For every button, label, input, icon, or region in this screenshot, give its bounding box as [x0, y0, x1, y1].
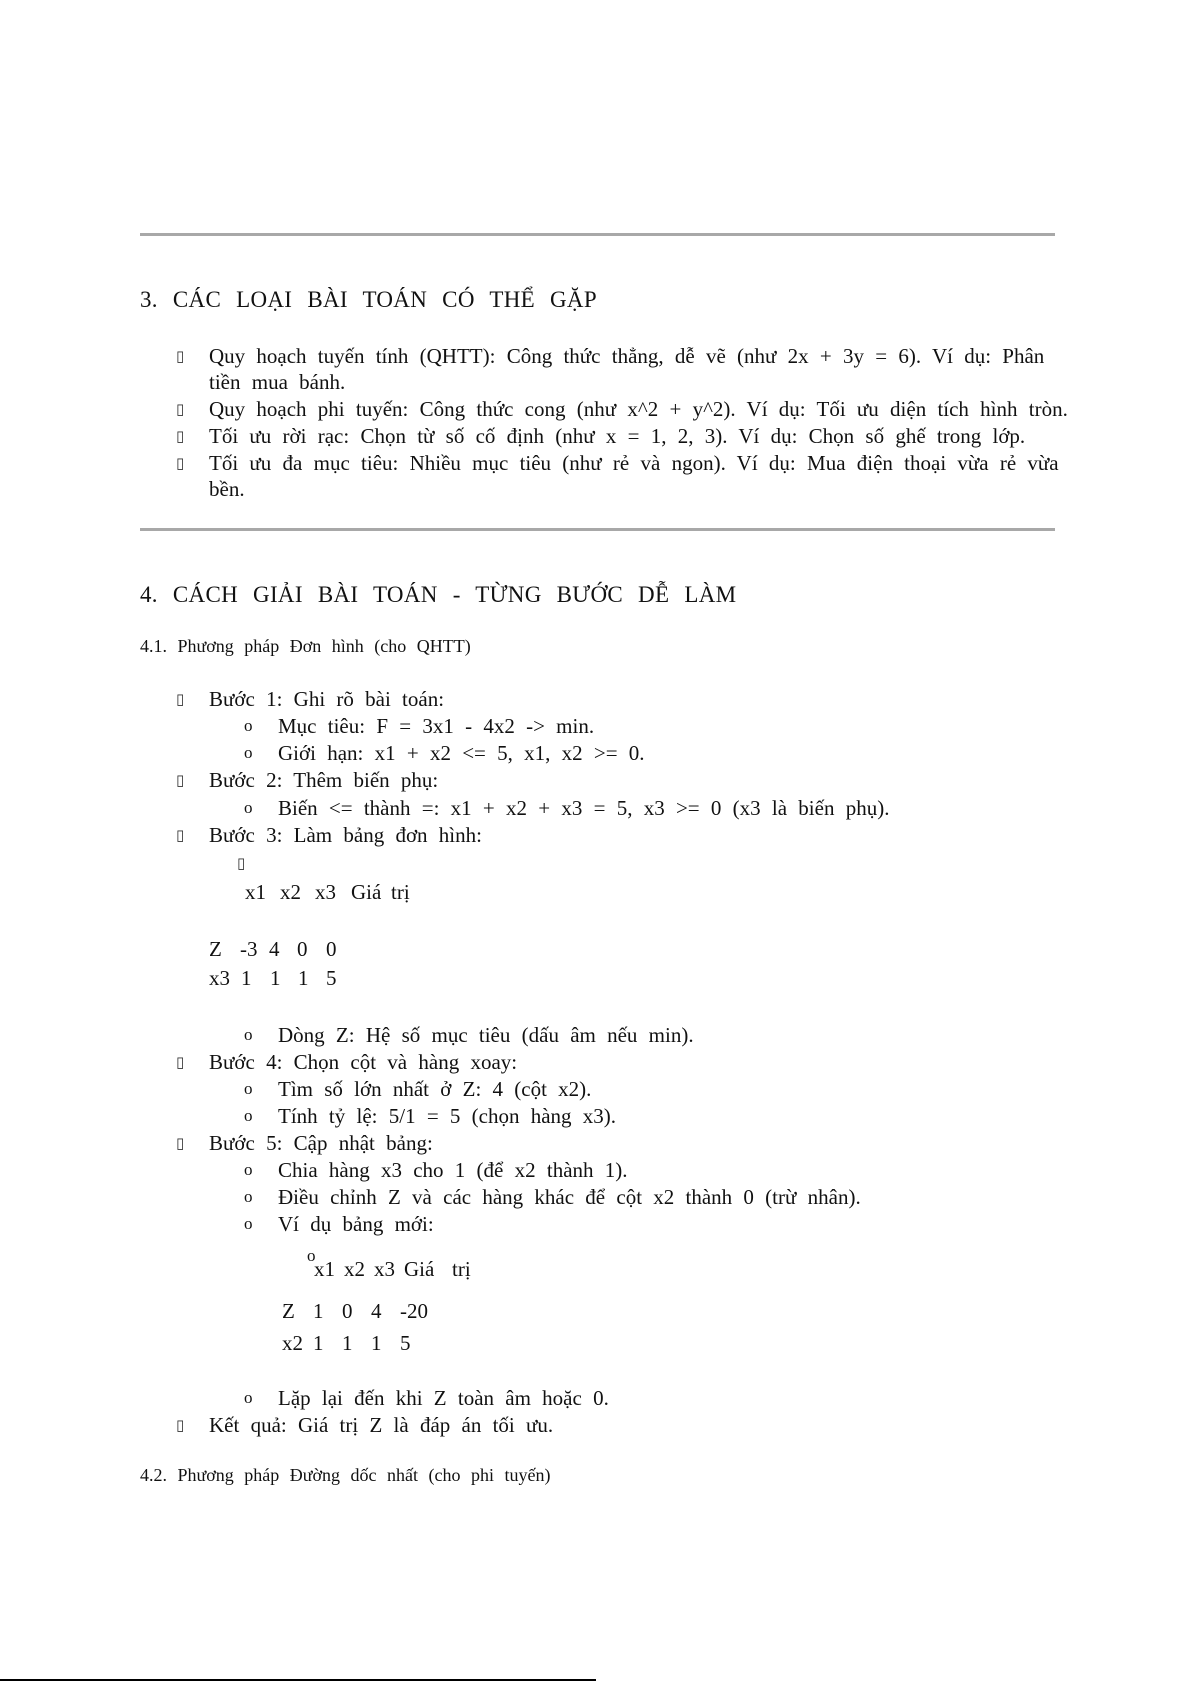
- table-cell: 0: [342, 1299, 353, 1323]
- section-4-heading: 4. CÁCH GIẢI BÀI TOÁN - TỪNG BƯỚC DỄ LÀM: [140, 582, 737, 607]
- step-5-note: Lặp lại đến khi Z toàn âm hoặc 0.: [278, 1386, 609, 1410]
- step-1-sub: Giới hạn: x1 + x2 <= 5, x1, x2 >= 0.: [278, 741, 645, 765]
- step-5: Bước 5: Cập nhật bảng:: [209, 1131, 433, 1155]
- list-item: Quy hoạch tuyến tính (QHTT): Công thức thẳng, dễ vẽ (như 2x + 3y = 6). Ví dụ: Phân: [209, 344, 1045, 368]
- step-3: Bước 3: Làm bảng đơn hình:: [209, 823, 482, 847]
- step-5-sub: Điều chỉnh Z và các hàng khác để cột x2 thành 0 (trừ nhân).: [278, 1185, 861, 1209]
- step-5-sub: Ví dụ bảng mới:: [278, 1212, 434, 1236]
- table-cell: 0: [326, 937, 337, 961]
- table-header-cell: x3: [374, 1257, 395, 1281]
- table-header-cell: trị: [452, 1257, 471, 1281]
- bullet-icon: ▯: [176, 1416, 185, 1434]
- list-item: Tối ưu đa mục tiêu: Nhiều mục tiêu (như rẻ và ngon). Ví dụ: Mua điện thoại vừa rẻ vừa: [209, 451, 1059, 475]
- table-cell: 4: [269, 937, 280, 961]
- table-header-cell: x2: [344, 1257, 365, 1281]
- table-cell: 5: [400, 1331, 411, 1355]
- sub-bullet-icon: o: [244, 743, 253, 762]
- table-header-cell: Giá: [351, 880, 382, 904]
- sub-bullet-icon: o: [244, 1160, 253, 1179]
- table-header-cell: x1: [314, 1257, 335, 1281]
- bullet-icon: ▯: [176, 400, 185, 418]
- list-item: Tối ưu rời rạc: Chọn từ số cố định (như x = 1, 2, 3). Ví dụ: Chọn số ghế trong lớp.: [209, 424, 1026, 448]
- list-item-cont: bền.: [209, 477, 245, 501]
- step-1: Bước 1: Ghi rõ bài toán:: [209, 687, 445, 711]
- table-cell: 1: [371, 1331, 382, 1355]
- list-item: Quy hoạch phi tuyến: Công thức cong (như x^2 + y^2). Ví dụ: Tối ưu diện tích hình tròn.: [209, 397, 1068, 421]
- table-header-cell: Giá: [404, 1257, 435, 1281]
- subsection-4-2-heading: 4.2. Phương pháp Đường dốc nhất (cho phi tuyến): [140, 1465, 551, 1485]
- bullet-icon: ▯: [176, 826, 185, 844]
- table-header-cell: x3: [315, 880, 336, 904]
- sub-bullet-icon: o: [307, 1246, 316, 1265]
- sub-bullet-icon: o: [244, 1214, 253, 1233]
- table-cell: 1: [342, 1331, 353, 1355]
- step-2: Bước 2: Thêm biến phụ:: [209, 768, 439, 792]
- step-4: Bước 4: Chọn cột và hàng xoay:: [209, 1050, 518, 1074]
- subsection-4-1-heading: 4.1. Phương pháp Đơn hình (cho QHTT): [140, 636, 471, 656]
- table-cell: x3: [209, 966, 230, 990]
- list-item-cont: tiền mua bánh.: [209, 370, 346, 394]
- step-4-sub: Tính tỷ lệ: 5/1 = 5 (chọn hàng x3).: [278, 1104, 617, 1128]
- table-cell: x2: [282, 1331, 303, 1355]
- table-cell: -3: [240, 937, 258, 961]
- bullet-icon: ▯: [176, 347, 185, 365]
- sub-bullet-icon: o: [244, 1025, 253, 1044]
- table-cell: Z: [209, 937, 222, 961]
- table-cell: 1: [241, 966, 252, 990]
- table-cell: 4: [371, 1299, 382, 1323]
- sub-bullet-icon: o: [244, 716, 253, 735]
- divider-top: [140, 233, 1055, 236]
- table-cell: -20: [400, 1299, 428, 1323]
- table-cell: 1: [313, 1331, 324, 1355]
- bullet-icon: ▯: [176, 1134, 185, 1152]
- table-header-cell: trị: [391, 880, 410, 904]
- table-cell: 5: [326, 966, 337, 990]
- table-header-cell: x1: [245, 880, 266, 904]
- table-cell: 1: [270, 966, 281, 990]
- sub-bullet-icon: o: [244, 798, 253, 817]
- step-2-sub: Biến <= thành =: x1 + x2 + x3 = 5, x3 >= 0 (x3 là biến phụ).: [278, 796, 890, 820]
- bullet-icon: ▯: [176, 1053, 185, 1071]
- table-cell: 0: [297, 937, 308, 961]
- table-cell: 1: [313, 1299, 324, 1323]
- bullet-icon: ▯: [176, 690, 185, 708]
- bullet-icon: ▯: [176, 427, 185, 445]
- result-line: Kết quả: Giá trị Z là đáp án tối ưu.: [209, 1413, 554, 1437]
- step-4-sub: Tìm số lớn nhất ở Z: 4 (cột x2).: [278, 1077, 592, 1101]
- table-cell: Z: [282, 1299, 295, 1323]
- divider-middle: [140, 528, 1055, 531]
- step-5-sub: Chia hàng x3 cho 1 (để x2 thành 1).: [278, 1158, 628, 1182]
- sub-bullet-icon: o: [244, 1388, 253, 1407]
- table-header-cell: x2: [280, 880, 301, 904]
- bullet-icon: ▯: [176, 771, 185, 789]
- sub-bullet-icon: o: [244, 1187, 253, 1206]
- step-1-sub: Mục tiêu: F = 3x1 - 4x2 -> min.: [278, 714, 595, 738]
- bullet-icon: ▯: [237, 854, 246, 872]
- sub-bullet-icon: o: [244, 1079, 253, 1098]
- table-cell: 1: [298, 966, 309, 990]
- sub-bullet-icon: o: [244, 1106, 253, 1125]
- footer-rule: [0, 1679, 596, 1681]
- bullet-icon: ▯: [176, 454, 185, 472]
- step-3-note: Dòng Z: Hệ số mục tiêu (dấu âm nếu min).: [278, 1023, 694, 1047]
- section-3-heading: 3. CÁC LOẠI BÀI TOÁN CÓ THỂ GẶP: [140, 287, 597, 312]
